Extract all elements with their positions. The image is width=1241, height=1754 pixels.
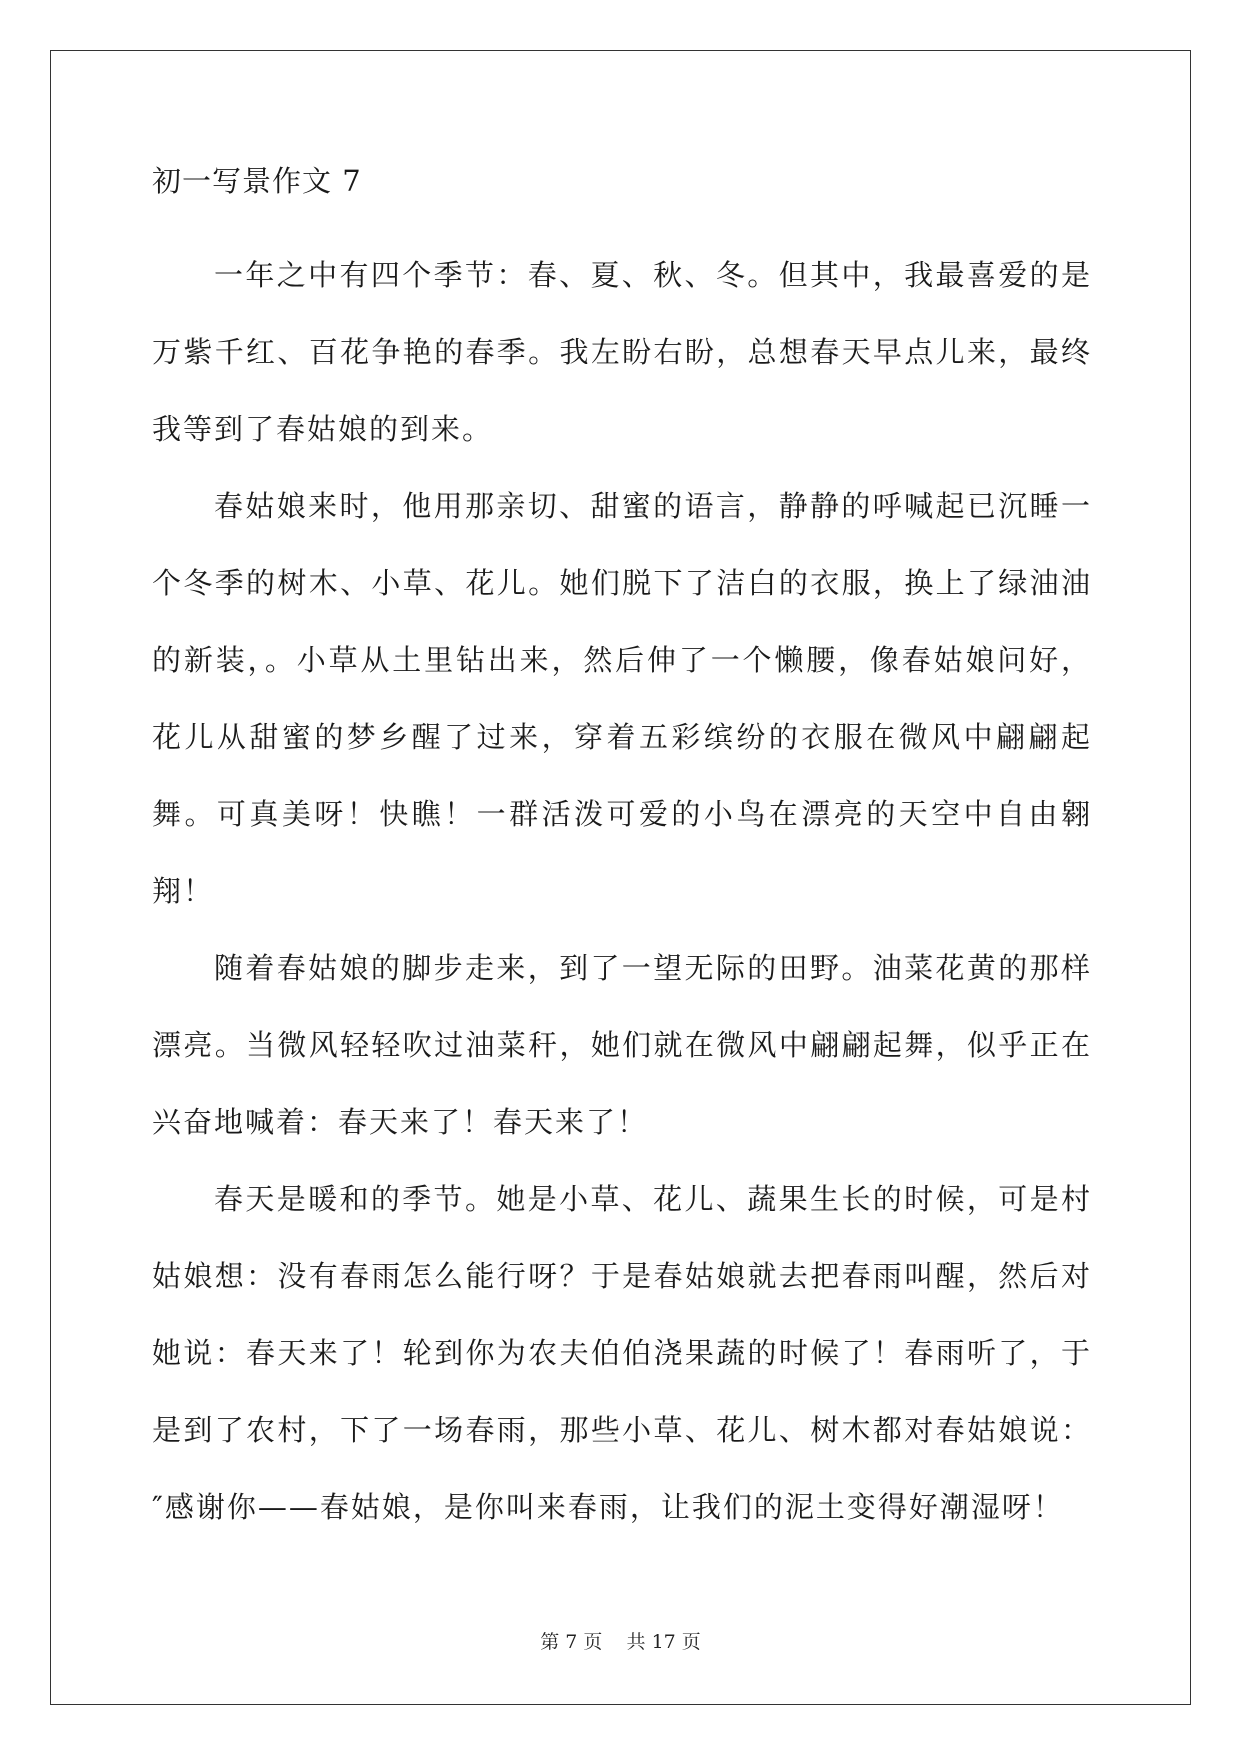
document-title: 初一写景作文 7 — [152, 164, 362, 198]
document-body — [152, 165, 1092, 1546]
paragraph-4: 春天是暖和的季节。她是小草、花儿、蔬果生长的时候，可是村姑娘想：没有春雨怎么能行呀？于是春姑娘就去把春雨叫醒，然后对她说：春天来了！轮到你为农夫伯伯浇果蔬的时候了！春雨听了，于是到了农村，下了一场春雨，那些小草、花儿、树木都对春姑娘说：″感谢你——春姑娘，是你叫来春雨，让我们的泥土变得好潮湿呀！ — [152, 1182, 1092, 1524]
paragraph-1: 一年之中有四个季节：春、夏、秋、冬。但其中，我最喜爱的是万紫千红、百花争艳的春季。我左盼右盼，总想春天早点儿来，最终我等到了春姑娘的到来。 — [152, 258, 1092, 446]
paragraph-3: 随着春姑娘的脚步走来，到了一望无际的田野。油菜花黄的那样漂亮。当微风轻轻吹过油菜秆，她们就在微风中翩翩起舞，似乎正在兴奋地喊着：春天来了！春天来了！ — [152, 951, 1092, 1139]
page-number-footer: 第 7 页 共 17 页 — [540, 1631, 701, 1653]
paragraph-2: 春姑娘来时，他用那亲切、甜蜜的语言，静静的呼喊起已沉睡一个冬季的树木、小草、花儿。她们脱下了洁白的衣服，换上了绿油油的新装，。小草从土里钻出来，然后伸了一个懒腰，像春姑娘问好，花儿从甜蜜的梦乡醒了过来，穿着五彩缤纷的衣服在微风中翩翩起舞。可真美呀！快瞧！一群活泼可爱的小鸟在漂亮的天空中自由翱翔！ — [152, 489, 1092, 908]
